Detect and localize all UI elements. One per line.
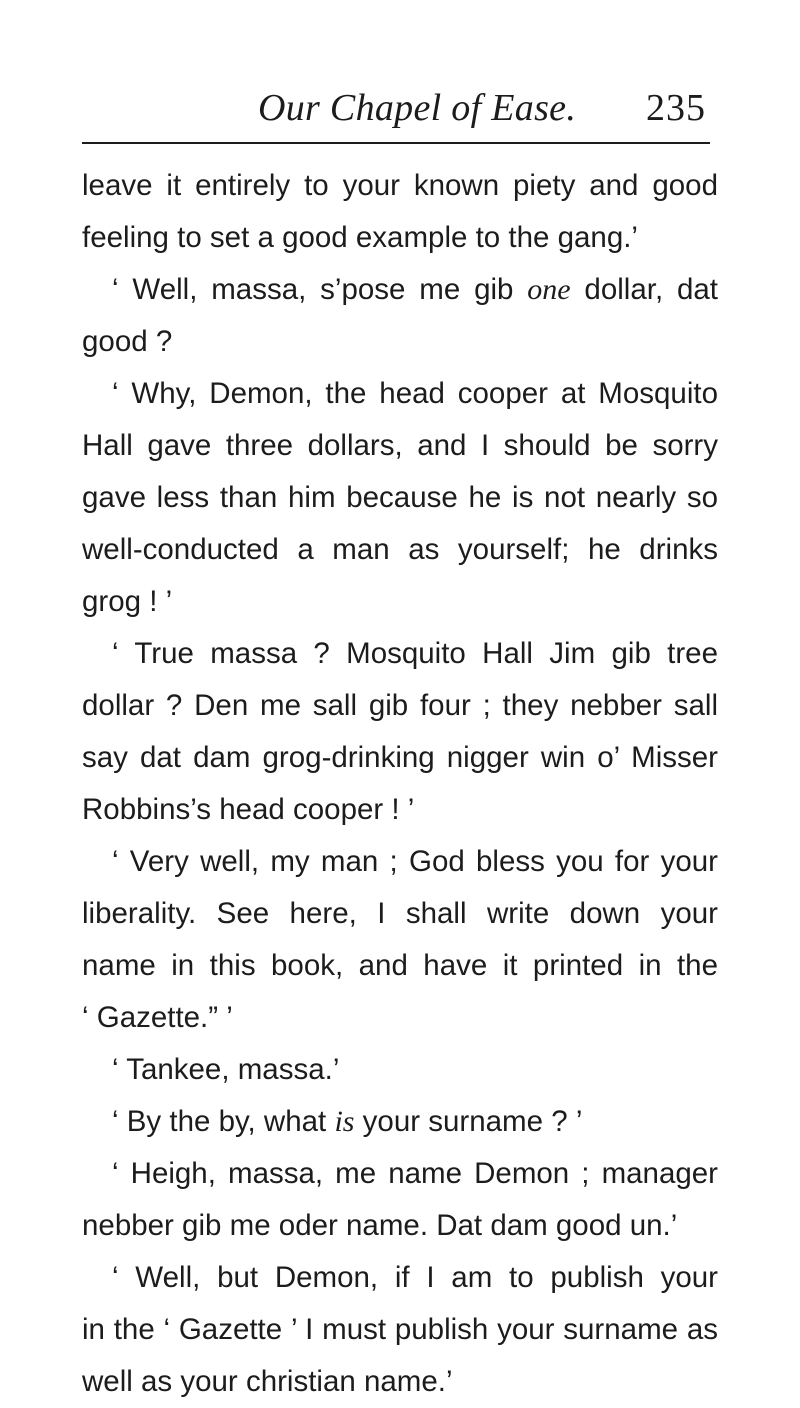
running-title: Our Chapel of Ease. [258, 87, 577, 129]
text-line: Robbins’s head cooper ! ’ [82, 793, 415, 826]
text-line: ‘ Tankee, massa.’ [112, 1053, 340, 1086]
text-line: leave it entirely to your known piety and good [82, 169, 718, 202]
text-line: well-conducted a man as yourself; he drinks [82, 533, 718, 566]
text-line: liberality. See here, I shall write down your [82, 897, 718, 930]
text-line: ‘ Very well, my man ; God bless you for your [112, 845, 718, 878]
text-span: ‘ Well, massa, s’pose me gib [112, 273, 528, 306]
text-line: good ? [82, 325, 173, 358]
page-number: 235 [646, 87, 706, 129]
text-line: say dat dam grog-drinking nigger win o’ Misser [82, 741, 718, 774]
text-line: well as your christian name.’ [82, 1365, 453, 1398]
text-line: dollar ? Den me sall gib four ; they nebber sall [82, 689, 718, 722]
running-head [0, 86, 800, 136]
text-line: ‘ Heigh, massa, me name Demon ; manager [112, 1157, 718, 1190]
text-line: ‘ True massa ? Mosquito Hall Jim gib tree [112, 637, 718, 670]
text-line: name in this book, and have it printed in the [82, 949, 718, 982]
text-line: nebber gib me oder name. Dat dam good un.’ [82, 1209, 678, 1242]
text-line: ‘ Well, but Demon, if I am to publish your [112, 1261, 718, 1294]
italic-word: is [334, 1105, 355, 1138]
italic-word: one [527, 273, 571, 306]
text-span: your surname ? ’ [354, 1105, 583, 1138]
text-span: dollar, dat [570, 273, 718, 306]
text-line: gave less than him because he is not nearly so [82, 481, 718, 514]
body-text [82, 160, 718, 1408]
text-line [82, 1096, 718, 1148]
header-rule [82, 142, 710, 144]
text-line [82, 264, 718, 316]
text-line: grog ! ’ [82, 585, 173, 618]
text-span: ‘ By the by, what [112, 1105, 335, 1138]
text-line: Hall gave three dollars, and I should be sorry [82, 429, 718, 462]
text-line: feeling to set a good example to the gang.’ [82, 221, 638, 254]
text-line: ‘ Gazette.” ’ [82, 1001, 233, 1034]
text-line: in the ‘ Gazette ’ I must publish your surname as [82, 1313, 718, 1346]
text-line: ‘ Why, Demon, the head cooper at Mosquito [112, 377, 718, 410]
